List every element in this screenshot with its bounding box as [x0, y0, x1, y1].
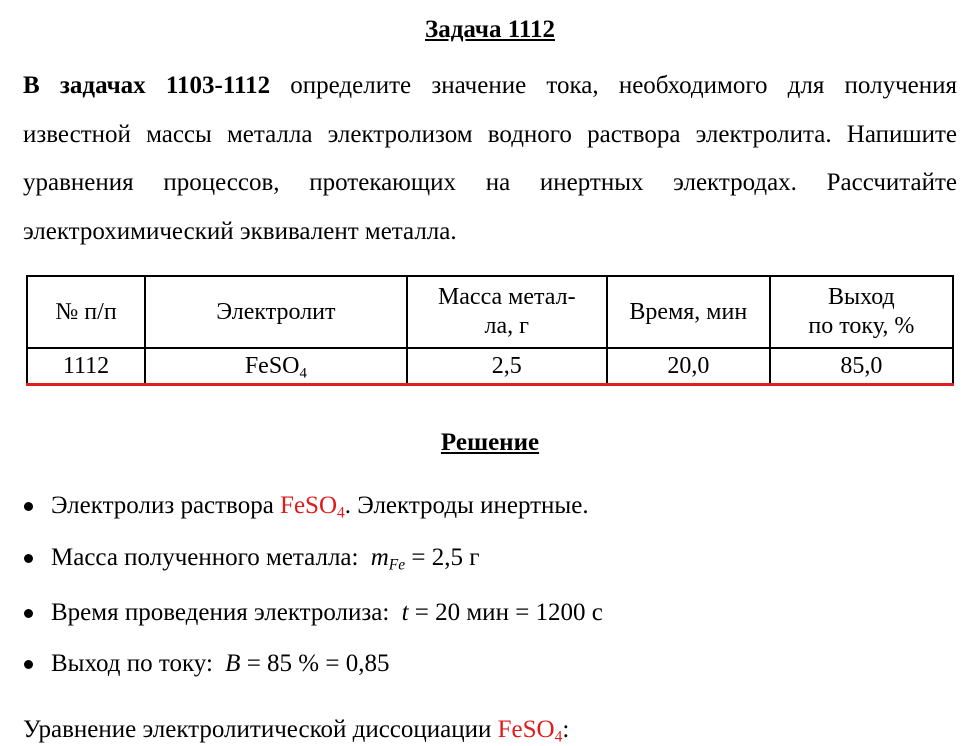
bullet-3-var: t: [401, 599, 409, 626]
bullet-icon: [24, 660, 33, 669]
header-yield-line2: по току, %: [808, 313, 915, 339]
bullet-4-value: = 85 % = 0,85: [240, 650, 390, 677]
bullet-1-formula-sub: 4: [337, 504, 345, 522]
cell-yield: 85,0: [770, 348, 953, 385]
bullet-1-post: . Электроды инертные.: [344, 492, 589, 519]
given-list: [0, 488, 980, 682]
header-mass-line1: Масса метал-: [437, 284, 576, 310]
bullet-2-value: = 2,5 г: [405, 544, 480, 571]
problem-text: определите значение тока, необходимого для получения известной массы металла электролизом водного раствора электролита. Напишите уравнения процессов, протекающих на инертных электродах. Рассчитайте электрохимический эквивалент металла.: [23, 72, 958, 245]
cell-time: 20,0: [607, 348, 770, 385]
cell-electrolyte-sub: 4: [299, 365, 307, 382]
list-item: [0, 646, 980, 682]
table-row: [27, 348, 953, 385]
bullet-4-var: B: [225, 650, 241, 677]
dissociation-heading: [23, 714, 569, 746]
problem-statement: [23, 62, 957, 256]
bullet-3-text: Время проведения электролиза:: [51, 599, 396, 626]
table-header-row: [27, 276, 953, 348]
bullet-icon: [24, 554, 33, 563]
list-item: [0, 488, 980, 524]
list-item: [0, 540, 980, 576]
header-mass: [407, 276, 607, 348]
header-yield-line1: Выход: [827, 284, 895, 310]
problem-range: В задачах 1103-1112: [23, 72, 271, 99]
bullet-4-text: Выход по току:: [51, 650, 220, 677]
list-item: [0, 595, 980, 631]
dissociation-formula-base: FeSO: [497, 716, 555, 743]
problem-title: Задача 1112: [425, 16, 555, 43]
bullet-icon: [24, 609, 33, 618]
header-number: № п/п: [27, 276, 145, 348]
dissociation-formula-sub: 4: [554, 728, 563, 746]
header-yield: [770, 276, 953, 348]
solution-heading: Решение: [440, 429, 540, 456]
cell-electrolyte: [145, 348, 407, 385]
dissociation-text: Уравнение электролитической диссоциации: [23, 716, 498, 743]
header-electrolyte: Электролит: [145, 276, 407, 348]
bullet-1-formula-base: FeSO: [280, 492, 338, 519]
cell-number: 1112: [27, 348, 145, 385]
data-table: [26, 275, 954, 386]
cell-mass: 2,5: [407, 348, 607, 385]
bullet-icon: [24, 502, 33, 511]
header-mass-line2: ла, г: [484, 313, 530, 339]
bullet-1-formula: [280, 492, 345, 522]
bullet-1-text: Электролиз раствора: [51, 492, 281, 519]
dissociation-formula: [497, 716, 563, 746]
cell-electrolyte-base: FeSO: [244, 353, 300, 379]
header-time: Время, мин: [607, 276, 770, 348]
bullet-2-var: m: [370, 544, 389, 571]
bullet-2-var-sub: Fe: [388, 556, 406, 574]
bullet-3-value: = 20 мин = 1200 с: [408, 599, 603, 626]
bullet-2-text: Масса полученного металла:: [51, 544, 365, 571]
dissociation-post: :: [562, 716, 570, 743]
